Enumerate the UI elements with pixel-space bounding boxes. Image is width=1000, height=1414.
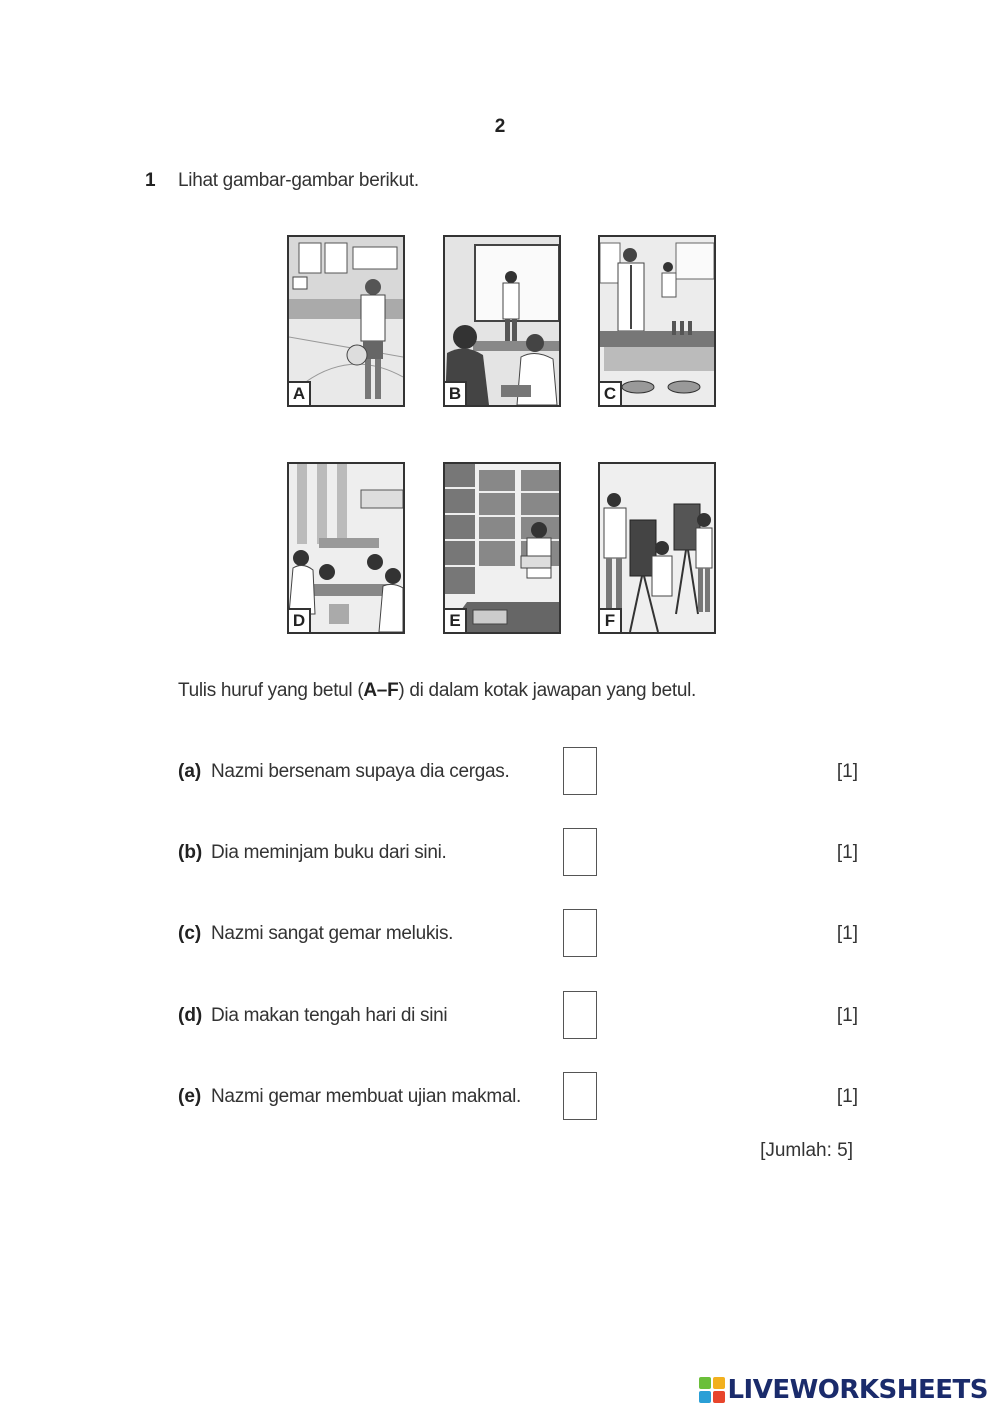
question-number: 1 bbox=[145, 170, 156, 191]
science-lab-scene-icon bbox=[600, 237, 714, 405]
answer-box-a[interactable] bbox=[563, 747, 597, 795]
answer-box-e[interactable] bbox=[563, 1072, 597, 1120]
item-mark: [1] bbox=[836, 1086, 858, 1107]
library-scene-icon bbox=[445, 464, 559, 632]
gymnasium-scene-icon bbox=[289, 237, 403, 405]
item-mark: [1] bbox=[836, 842, 858, 863]
picture-f bbox=[598, 462, 716, 634]
answer-box-c[interactable] bbox=[563, 909, 597, 957]
item-label: (b) bbox=[178, 842, 203, 863]
instruction bbox=[178, 680, 696, 702]
answer-box-d[interactable] bbox=[563, 991, 597, 1039]
question-item-e bbox=[178, 1072, 858, 1122]
instruction-range: A–F bbox=[363, 680, 399, 701]
picture-letter: F bbox=[600, 608, 622, 632]
total-marks: [Jumlah: 5] bbox=[760, 1140, 853, 1161]
item-label: (d) bbox=[178, 1005, 203, 1026]
picture-letter: A bbox=[289, 381, 311, 405]
item-text: Dia meminjam buku dari sini. bbox=[211, 842, 447, 863]
instruction-before: Tulis huruf yang betul ( bbox=[178, 680, 364, 701]
picture-b bbox=[443, 235, 561, 407]
answer-box-b[interactable] bbox=[563, 828, 597, 876]
item-label: (e) bbox=[178, 1086, 202, 1107]
item-text: Dia makan tengah hari di sini bbox=[211, 1005, 448, 1026]
picture-letter: B bbox=[445, 381, 467, 405]
item-mark: [1] bbox=[836, 761, 858, 782]
brand-logo[interactable] bbox=[699, 1373, 988, 1407]
instruction-after: ) di dalam kotak jawapan yang betul. bbox=[398, 680, 696, 701]
item-text: Nazmi gemar membuat ujian makmal. bbox=[211, 1086, 522, 1107]
canteen-scene-icon bbox=[289, 464, 403, 632]
picture-letter: E bbox=[445, 608, 467, 632]
question-item-d bbox=[178, 991, 858, 1041]
question-prompt: Lihat gambar-gambar berikut. bbox=[178, 170, 419, 191]
picture-d bbox=[287, 462, 405, 634]
item-label: (a) bbox=[178, 761, 202, 782]
picture-c bbox=[598, 235, 716, 407]
item-text: Nazmi bersenam supaya dia cergas. bbox=[211, 761, 510, 782]
question-item-c bbox=[178, 909, 858, 959]
item-mark: [1] bbox=[836, 923, 858, 944]
brand-name: LIVEWORKSHEETS bbox=[727, 1375, 988, 1405]
item-mark: [1] bbox=[836, 1005, 858, 1026]
question-item-b bbox=[178, 828, 858, 878]
art-room-scene-icon bbox=[600, 464, 714, 632]
question-item-a bbox=[178, 747, 858, 797]
picture-letter: C bbox=[600, 381, 622, 405]
liveworksheets-logo-icon bbox=[699, 1377, 725, 1403]
picture-letter: D bbox=[289, 608, 311, 632]
page-number: 2 bbox=[494, 116, 506, 137]
item-label: (c) bbox=[178, 923, 202, 944]
item-text: Nazmi sangat gemar melukis. bbox=[211, 923, 454, 944]
picture-a bbox=[287, 235, 405, 407]
picture-e bbox=[443, 462, 561, 634]
classroom-scene-icon bbox=[445, 237, 559, 405]
